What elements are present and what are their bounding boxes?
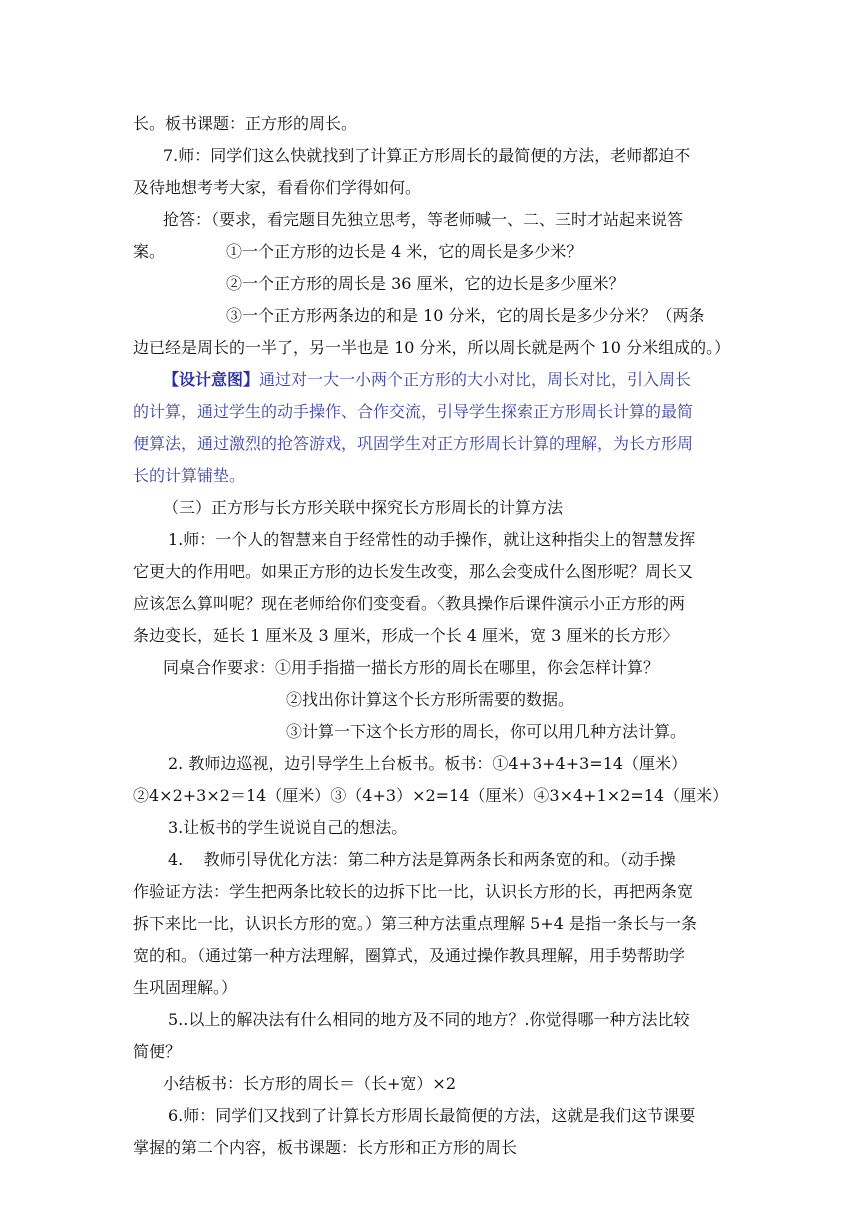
- text-line: 拆下来比一比，认识长方形的宽。）第三种方法重点理解 5+4 是指一条长与一条: [133, 914, 697, 933]
- text-line: 条边变长，延长 1 厘米及 3 厘米，形成一个长 4 厘米，宽 3 厘米的长方形〉: [133, 626, 679, 645]
- board-formulas: ②4×2+3×2＝14（厘米）③（4+3）×2=14（厘米）④3×4+1×2=14（厘米）: [133, 786, 729, 805]
- text-line: 抢答：（要求，看完题目先独立思考，等老师喊一、二、三时才站起来说答: [163, 210, 684, 229]
- design-intent-line: [163, 364, 733, 396]
- question-2: ②一个正方形的周长是 36 厘米，它的边长是多少厘米？: [226, 274, 625, 293]
- text-line: 作验证方法：学生把两条比较长的边拆下比一比，认识长方形的长，再把两条宽: [133, 882, 694, 901]
- text-line: 掌握的第二个内容，板书课题：长方形和正方形的周长: [133, 1138, 518, 1157]
- text-line: 边已经是周长的一半了，另一半也是 10 分米，所以周长就是两个 10 分米组成的。）: [133, 338, 731, 357]
- question-1: ①一个正方形的边长是 4 米，它的周长是多少米？: [226, 242, 583, 261]
- design-intent-tag: 【设计意图】: [163, 370, 260, 389]
- text-line: 同桌合作要求：①用手指描一描长方形的周长在哪里，你会怎样计算？: [163, 658, 660, 677]
- text-line: 1.师：一个人的智慧来自于经常性的动手操作，就让这种指尖上的智慧发挥: [168, 530, 696, 549]
- summary-board: 小结板书：长方形的周长＝（长+宽）×2: [163, 1074, 456, 1093]
- text-line: 4. 教师引导优化方法：第二种方法是算两条长和两条宽的和。（动手操: [168, 850, 676, 869]
- text-line: 及待地想考考大家，看看你们学得如何。: [133, 178, 422, 197]
- text-line: 2. 教师边巡视，边引导学生上台板书。板书：①4+3+4+3=14（厘米）: [168, 754, 688, 773]
- text-line: 3.让板书的学生说说自己的想法。: [168, 818, 408, 837]
- text-line: 案。: [133, 242, 166, 261]
- text-line: 它更大的作用吧。如果正方形的边长发生改变，那么会变成什么图形呢？周长又: [133, 562, 694, 581]
- design-intent-text: 通过对一大一小两个正方形的大小对比，周长对比，引入周长: [259, 370, 692, 389]
- requirement-2: ②找出你计算这个长方形所需要的数据。: [286, 690, 575, 709]
- text-line: 6.师：同学们又找到了计算长方形周长最简便的方法，这就是我们这节课要: [168, 1106, 696, 1125]
- question-3: ③一个正方形两条边的和是 10 分米，它的周长是多少分米？（两条: [226, 306, 705, 325]
- text-line: 生巩固理解。）: [133, 978, 238, 997]
- section-heading: （三）正方形与长方形关联中探究长方形周长的计算方法: [163, 498, 564, 517]
- text-line: 7.师：同学们这么快就找到了计算正方形周长的最简便的方法，老师都迫不: [163, 146, 691, 165]
- design-intent-line: 的计算，通过学生的动手操作、合作交流，引导学生探索正方形周长计算的最简: [133, 402, 694, 421]
- requirement-3: ③计算一下这个长方形的周长，你可以用几种方法计算。: [286, 722, 687, 741]
- text-line: 5..以上的解决法有什么相同的地方及不同的地方？.你觉得哪一种方法比较: [168, 1010, 690, 1029]
- design-intent-line: 长的计算铺垫。: [133, 466, 246, 485]
- design-intent-line: 便算法，通过激烈的抢答游戏，巩固学生对正方形周长计算的理解，为长方形周: [133, 434, 694, 453]
- text-line: 简便？: [133, 1042, 182, 1061]
- text-line: 宽的和。（通过第一种方法理解，圈算式，及通过操作教具理解，用手势帮助学: [133, 946, 686, 965]
- text-line: 应该怎么算叫呢？现在老师给你们变变看。〈教具操作后课件演示小正方形的两: [133, 594, 686, 613]
- text-line: 长。板书课题：正方形的周长。: [133, 114, 358, 133]
